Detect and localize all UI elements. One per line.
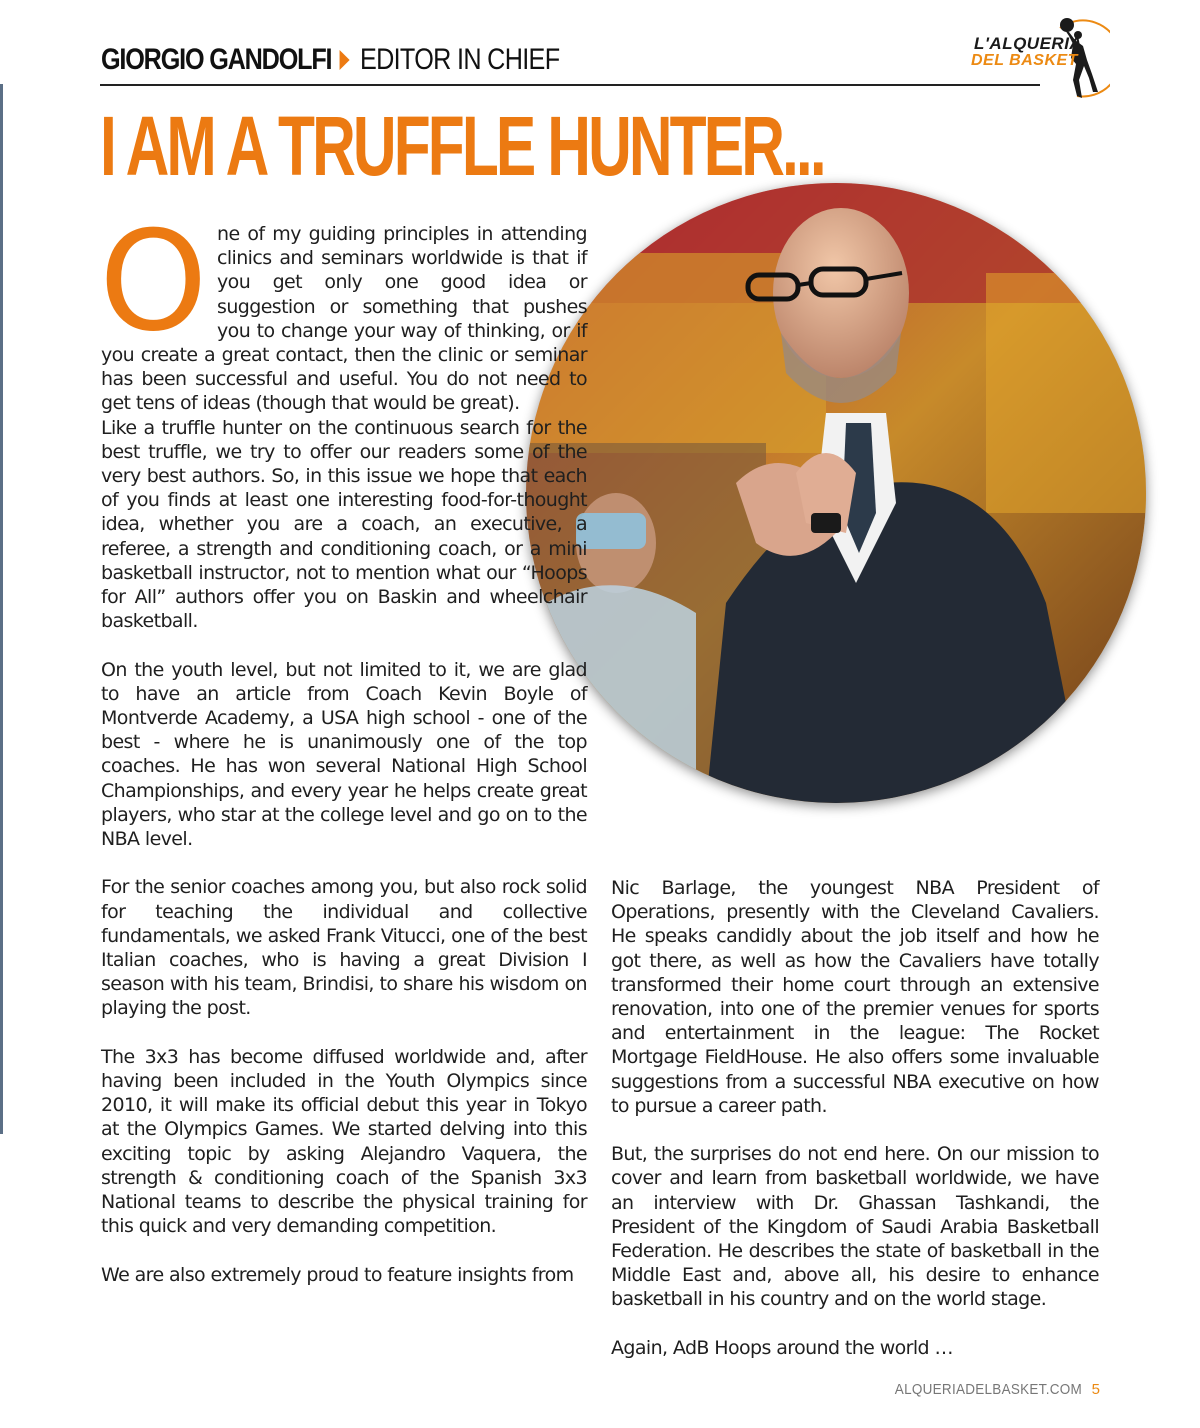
magazine-logo <box>965 14 1110 104</box>
footer-website: ALQUERIADELBASKET.COM <box>894 1381 1082 1398</box>
paragraph: Like a truffle hunter on the continuous search for the best truffle, we try to offer our readers some of the very best authors. So, in this issue we hope that each of you finds at least one interesting food-for-thought idea, whether you are a coach, an executive, a referee, a strength and conditioning coach, or a mini basketball instructor, not to mention what our “Hoops for All” authors offer you on Baskin and wheelchair basketball. <box>101 416 587 633</box>
logo-text-top: L'ALQUERIA <box>974 34 1083 53</box>
paragraph: On the youth level, but not limited to it, we are glad to have an article from Coach Kevin Boyle of Montverde Academy, a USA high school - one of the best - where he is unanimously one of the top coaches. He has won several National High School Championships, and every year he helps create great players, who star at the college level and go on to the NBA level. <box>101 658 587 851</box>
page-edge-rule <box>0 84 3 1134</box>
article-title: I AM A TRUFFLE HUNTER... <box>100 99 824 193</box>
paragraph: Nic Barlage, the youngest NBA President of Operations, presently with the Cleveland Cavaliers. He speaks candidly about the job itself and how he got there, as well as how the Cavaliers have totally transformed their home court through an extensive renovation, into one of the premier venues for sports and entertainment in the league: The Rocket Mortgage FieldHouse. He also offers some invaluable suggestions from a successful NBA executive on how to pursue a career path. <box>611 877 1099 1117</box>
header-divider <box>100 84 1040 86</box>
byline <box>101 40 647 80</box>
paragraph: For the senior coaches among you, but also rock solid for teaching the individual and collective fundamentals, we asked Frank Vitucci, one of the best Italian coaches, who is having a great Division I season with his team, Brindisi, to share his wisdom on playing the post. <box>101 876 587 1020</box>
article-column-left <box>99 201 587 1287</box>
article-column-right <box>611 876 1099 1360</box>
paragraph: We are also extremely proud to feature insights from <box>101 1263 574 1286</box>
logo-text-bottom: DEL BASKET <box>971 52 1078 69</box>
page-number: 5 <box>1091 1381 1100 1398</box>
arrow-right-icon <box>340 50 350 70</box>
author-name: GIORGIO GANDOLFI <box>101 43 332 76</box>
paragraph: ne of my guiding principles in attending clinics and seminars worldwide is that if you get only one good idea or suggestion or something that pushes you to change your way of thinking, or if you create a great contact, then the clinic or seminar has been successful and useful. You do not need to get tens of ideas (though that would be great). <box>101 223 587 415</box>
page-footer <box>874 1381 1100 1398</box>
paragraph: But, the surprises do not end here. On our mission to cover and learn from basketball worldwide, we have an interview with Dr. Ghassan Tashkandi, the President of the Kingdom of Saudi Arabia Basketball Federation. He describes the state of basketball in the Middle East and, above all, his desire to enhance basketball in his country and on the world stage. <box>611 1143 1099 1311</box>
drop-cap: O <box>99 201 208 362</box>
editor-photo <box>526 183 1146 803</box>
paragraph: Again, AdB Hoops around the world … <box>611 1336 953 1359</box>
author-role: EDITOR IN CHIEF <box>359 43 560 76</box>
paragraph: The 3x3 has become diffused worldwide and, after having been included in the Youth Olympics since 2010, it will make its official debut this year in Tokyo at the Olympics Games. We started delving into this exciting topic by asking Alejandro Vaquera, the strength & conditioning coach of the Spanish 3x3 National teams to describe the physical training for this quick and very demanding competition. <box>101 1045 587 1238</box>
